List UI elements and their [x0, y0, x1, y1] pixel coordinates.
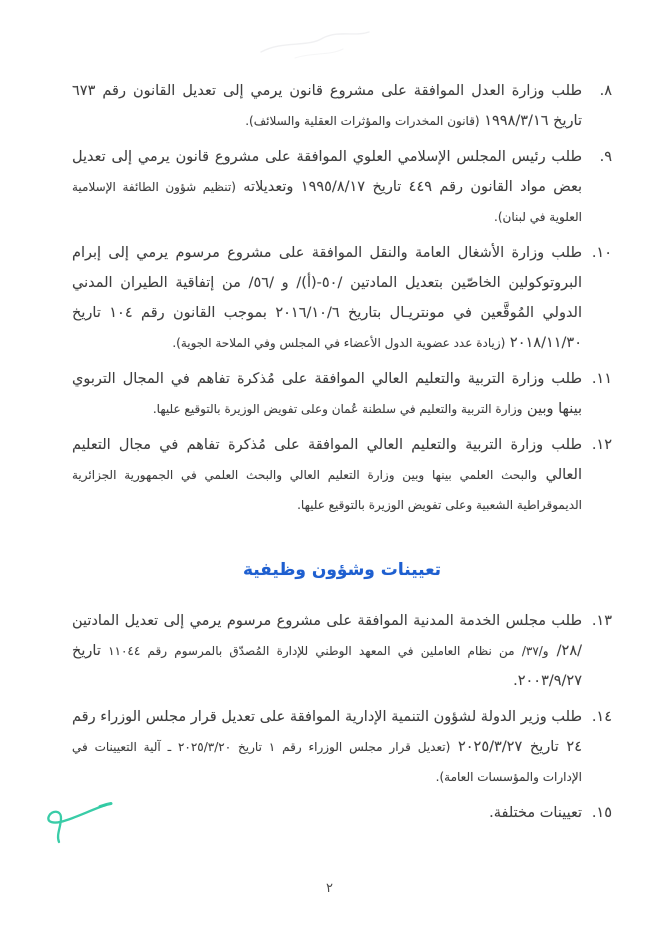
agenda-item-10 — [72, 238, 612, 358]
item-text-segment: طلب وزارة التربية والتعليم العالي الموافقة على مُذكرة تفاهم في مجال التعليم العالي — [72, 437, 582, 483]
item-text-segment: تعيينات مختلفة. — [489, 805, 582, 821]
item-number: ١١. — [591, 371, 612, 387]
item-text-parenthetical: (تنظيم شؤون الطائفة الإسلامية العلوية في لبنان). — [72, 180, 582, 224]
agenda-item-14 — [72, 702, 612, 792]
agenda-item-12 — [72, 430, 612, 520]
agenda-item-13 — [72, 606, 612, 696]
item-text-segment: طلب مجلس الخدمة المدنية الموافقة على مشروع مرسوم يرمي إلى تعديل المادتين /٢٨/ — [72, 613, 582, 659]
item-text-segment: طلب وزارة التربية والتعليم العالي الموافقة على مُذكرة تفاهم في المجال التربوي بينها وبين — [72, 371, 582, 417]
item-text-parenthetical: (تعديل قرار مجلس الوزراء رقم ١ تاريخ ٢٠٢٥/٣/٢٠ ـ آلية التعيينات في الإدارات والمؤسسات العامة). — [72, 740, 582, 784]
item-number: ١٥. — [591, 805, 612, 821]
item-text-segment: والبحث العلمي بينها وبين وزارة التعليم العالي والبحث العلمي في الجمهورية الجزائرية الديموقراطية الشعبية وعلى تفويض الوزيرة بالتوقيع عليها. — [72, 468, 582, 512]
item-text-segment: وزارة التربية والتعليم في سلطنة عُمان وعلى تفويض الوزيرة بالتوقيع عليها. — [152, 402, 523, 416]
item-number: ١٤. — [591, 709, 612, 725]
item-number: ١٢. — [591, 437, 612, 453]
item-number: ٨. — [599, 83, 612, 99]
page-number: ٢ — [326, 881, 333, 896]
agenda-list-appointments — [72, 606, 612, 828]
agenda-item-15 — [72, 798, 612, 828]
item-number: ٩. — [599, 149, 612, 165]
item-text-segment: طلب رئيس المجلس الإسلامي العلوي الموافقة على مشروع قانون يرمي إلى تعديل بعض مواد القانون رقم ٤٤٩ تاريخ ١٩٩٥/٨/١٧ وتعديلاته — [72, 149, 583, 195]
item-text-parenthetical: (قانون المخدرات والمؤثرات العقلية والسلائف). — [245, 114, 480, 128]
agenda-item-11 — [72, 364, 612, 424]
item-text-segment: طلب وزارة العدل الموافقة على مشروع قانون يرمي إلى تعديل القانون رقم ٦٧٣ تاريخ ١٩٩٨/٣/١٦ — [72, 83, 582, 129]
item-text-segment: طلب وزارة الأشغال العامة والنقل الموافقة على مشروع مرسوم يرمي إلى إبرام البروتوكولين الخاصّين بتعديل المادتين /٥٠-(أ)/ و /٥٦/ من إتفاقية الطيران المدني الدولي المُوقَّعين في مونتريـال بتاريخ ٢٠١٦/١٠/٦ بموجب القانون رقم ١٠٤ تاريخ ٢٠١٨/١١/٣٠ — [72, 245, 583, 351]
item-text-segment: طلب وزير الدولة لشؤون التنمية الإدارية الموافقة على تعديل قرار مجلس الوزراء رقم ٢٤ تاريخ ٢٠٢٥/٣/٢٧ — [72, 709, 582, 755]
agenda-item-8 — [72, 76, 612, 136]
item-number: ١٣. — [591, 613, 612, 629]
item-text-parenthetical: (زيادة عدد عضوية الدول الأعضاء في المجلس وفي الملاحة الجوية). — [172, 336, 506, 350]
agenda-item-9 — [72, 142, 612, 232]
item-number: ١٠. — [591, 245, 612, 261]
item-text-segment: و/٣٧/ من نظام العاملين في المعهد الوطني للإدارة المُصدّق بالمرسوم رقم ١١٠٤٤ — [100, 644, 549, 658]
item-text-segment: تاريخ ٢٠٠٣/٩/٢٧. — [72, 643, 582, 689]
document-body — [72, 76, 612, 834]
faint-ink-smudge — [255, 22, 375, 67]
agenda-list-legislation — [72, 76, 612, 520]
section-heading-appointments: تعيينات وشؤون وظيفية — [242, 560, 442, 580]
